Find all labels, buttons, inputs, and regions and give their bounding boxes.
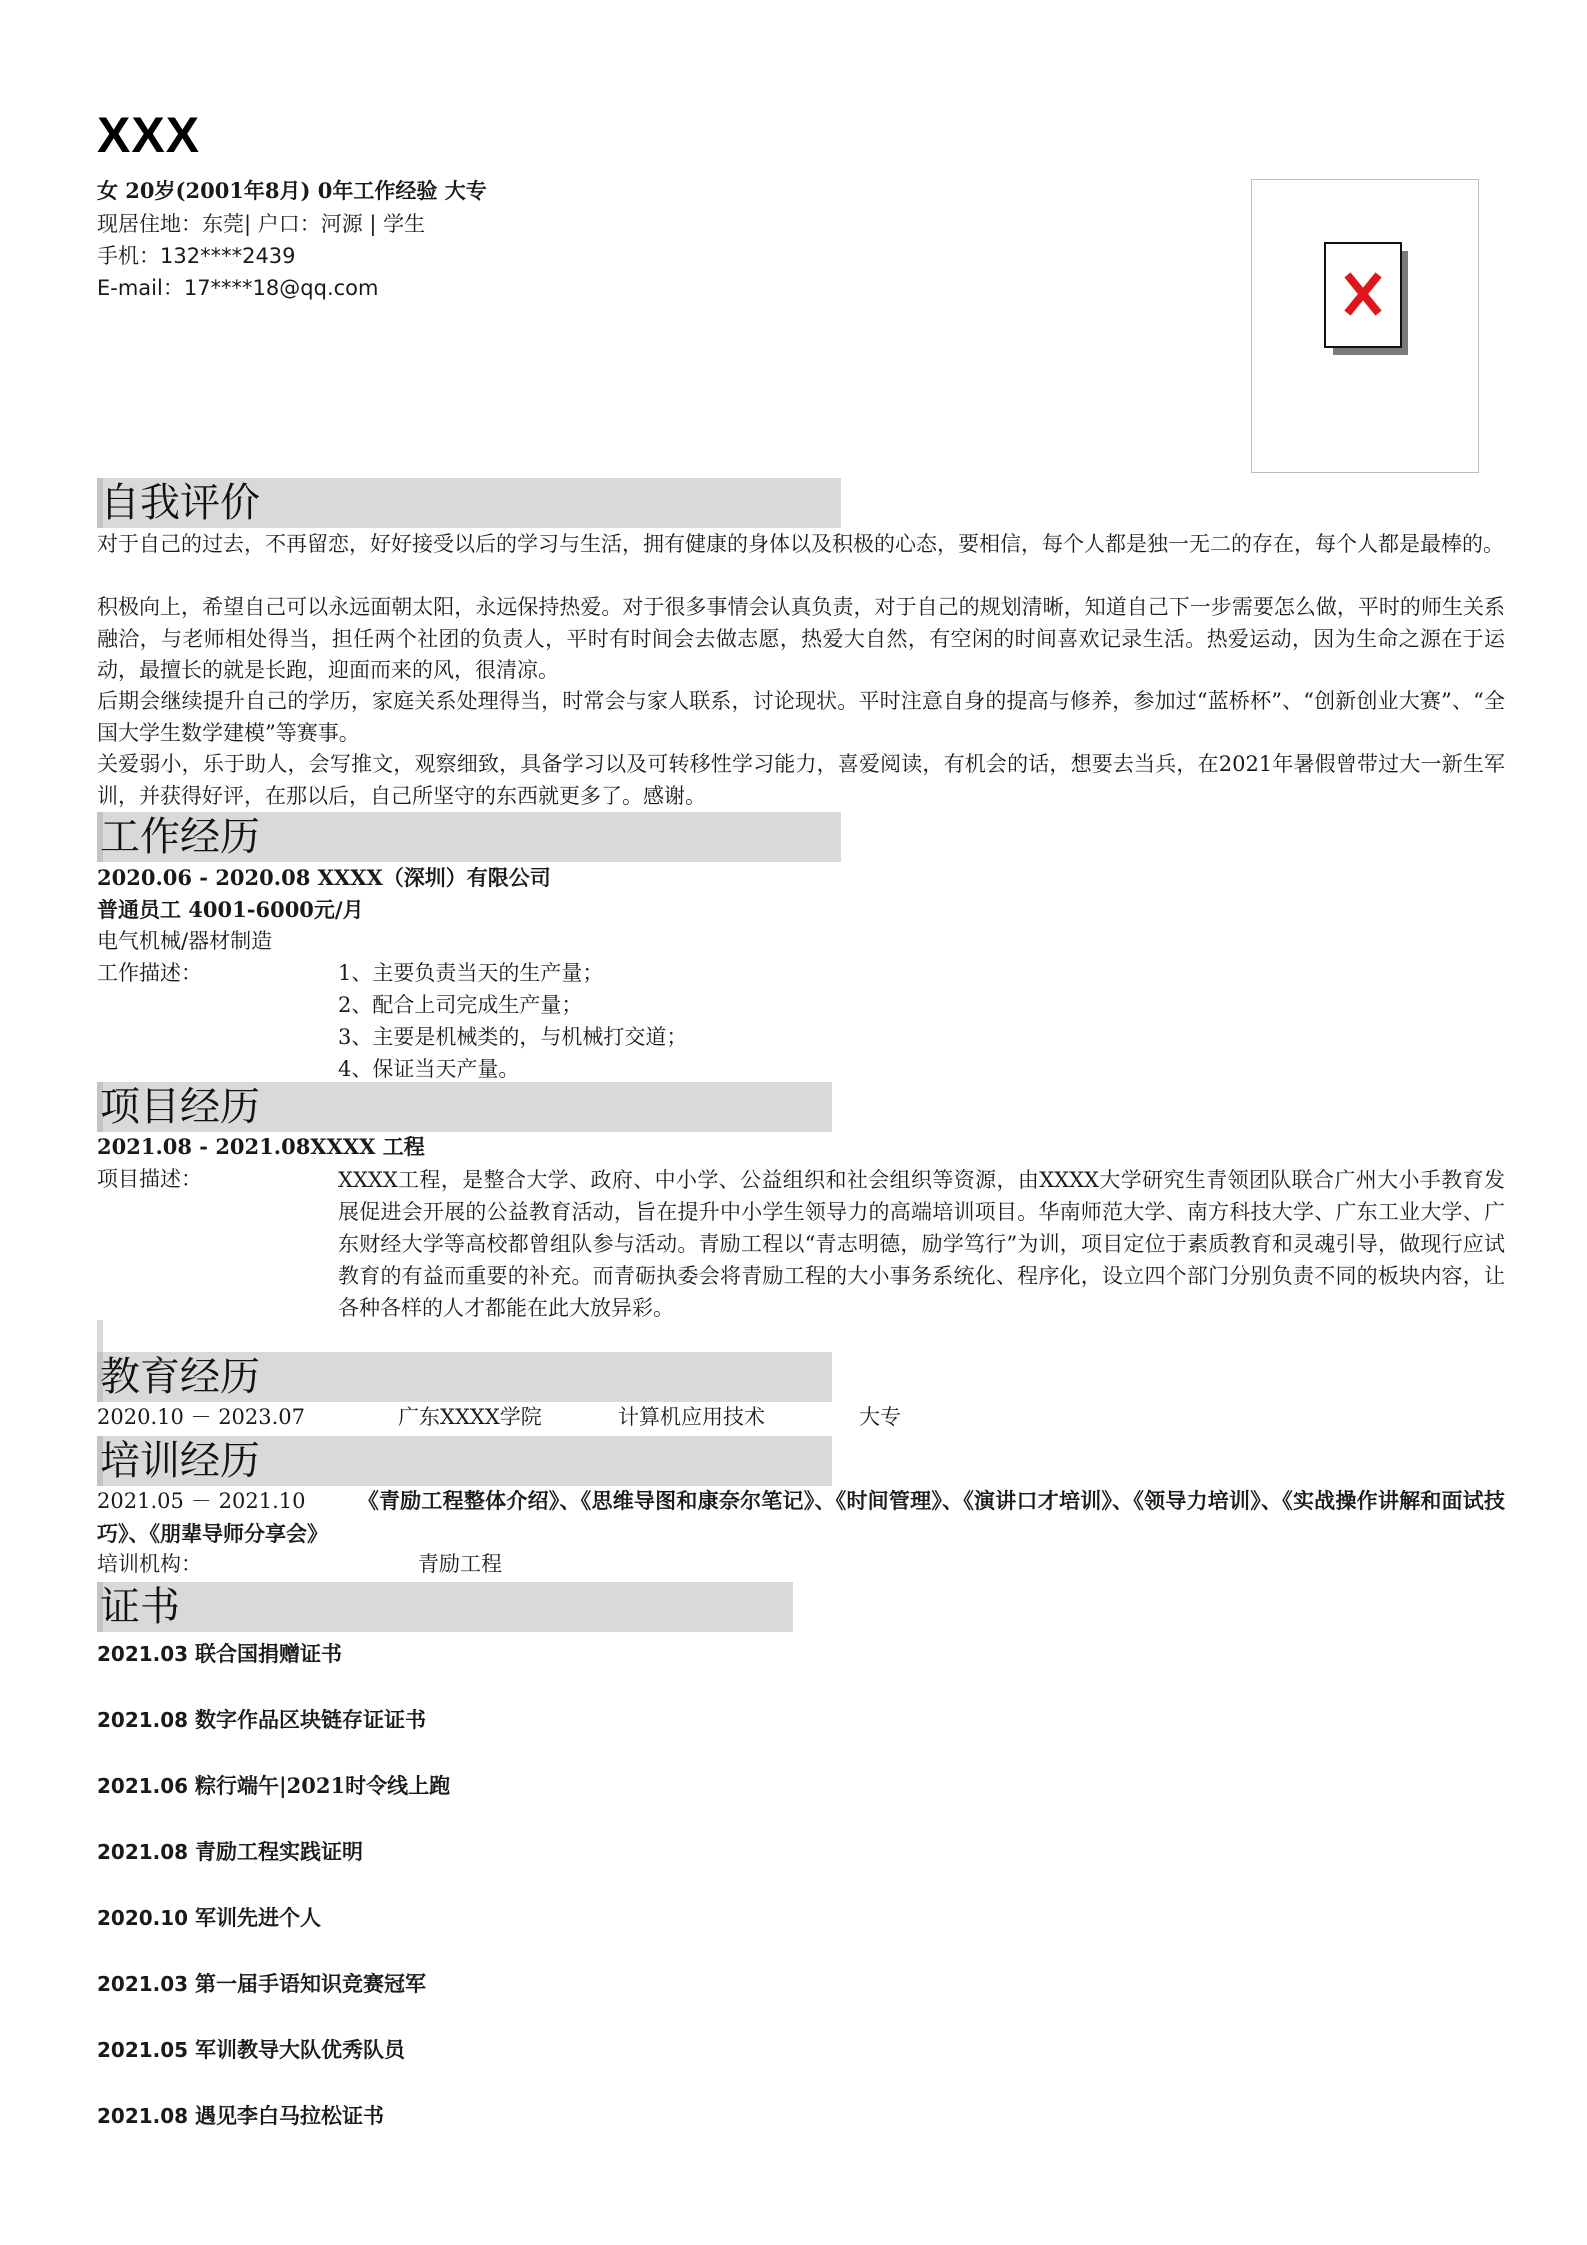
certificate-item	[97, 1638, 342, 1668]
phone-info: 手机：132****2439	[97, 244, 296, 268]
certificate-item	[97, 2100, 384, 2130]
project-title: 2021.08 - 2021.08XXXX 工程	[97, 1134, 425, 1159]
work-desc-label: 工作描述：	[97, 961, 202, 985]
work-duty-item: 2、配合上司完成生产量；	[338, 993, 583, 1017]
certificate-date: 2021.08	[97, 1708, 189, 1732]
section-header-work	[97, 812, 841, 862]
work-position-salary: 普通员工 4001-6000元/月	[97, 897, 364, 922]
section-title: 培训经历	[100, 1438, 260, 1484]
certificate-item	[97, 1902, 321, 1932]
certificate-item	[97, 1836, 363, 1866]
project-description: XXXX工程，是整合大学、政府、中小学、公益组织和社会组织等资源，由XXXX大学研究生青领团队联合广州大小手教育发展促进会开展的公益教育活动，旨在提升中小学生领导力的高端培训项目。华南师范大学、南方科技大学、广东工业大学、广东财经大学等高校都曾组队参与活动。青励工程以“青志明德，励学笃行”为训，项目定位于素质教育和灵魂引导，做现行应试教育的有益而重要的补充。而青砺执委会将青励工程的大小事务系统化、程序化，设立四个部门分别负责不同的板块内容，让各种各样的人才都能在此大放异彩。	[338, 1168, 1505, 1320]
training-org: 青励工程	[418, 1552, 502, 1576]
section-header-training	[97, 1436, 832, 1486]
self-eval-paragraph: 关爱弱小，乐于助人，会写推文，观察细致，具备学习以及可转移性学习能力，喜爱阅读，有机会的话，想要去当兵，在2021年暑假曾带过大一新生军训，并获得好评，在那以后，自己所坚守的东西就更多了。感谢。	[97, 752, 1505, 808]
section-title: 自我评价	[100, 480, 260, 526]
certificate-date: 2020.10	[97, 1906, 189, 1930]
section-title: 教育经历	[100, 1354, 260, 1400]
certificate-item	[97, 2034, 405, 2064]
education-period: 2020.10 － 2023.07	[97, 1405, 306, 1429]
training-period: 2021.05 － 2021.10	[97, 1489, 306, 1513]
section-header-education	[97, 1352, 832, 1402]
section-header-certificates	[97, 1582, 793, 1632]
self-eval-paragraph: 对于自己的过去，不再留恋，好好接受以后的学习与生活，拥有健康的身体以及积极的心态，要相信，每个人都是独一无二的存在，每个人都是最棒的。	[97, 532, 1504, 556]
work-period-company: 2020.06 - 2020.08 XXXX（深圳）有限公司	[97, 865, 551, 890]
self-eval-paragraph: 后期会继续提升自己的学历，家庭关系处理得当，时常会与家人联系，讨论现状。平时注意自身的提高与修养，参加过“蓝桥杯”、“创新创业大赛”、“全国大学生数学建模”等赛事。	[97, 689, 1505, 745]
section-title: 证书	[100, 1584, 180, 1630]
basic-info: 女 20岁(2001年8月) 0年工作经验 大专	[97, 178, 487, 203]
section-header-project	[97, 1082, 832, 1132]
work-duty-item: 1、主要负责当天的生产量；	[338, 961, 604, 985]
certificate-date: 2021.03	[97, 1642, 189, 1666]
project-desc-label: 项目描述：	[97, 1167, 202, 1191]
certificate-name: 数字作品区块链存证证书	[195, 1707, 426, 1732]
residence-info: 现居住地：东莞| 户口：河源 | 学生	[97, 212, 426, 236]
certificate-item	[97, 1968, 426, 1998]
certificate-name: 遇见李白马拉松证书	[195, 2103, 384, 2128]
certificate-name: 军训先进个人	[195, 1905, 321, 1930]
training-courses: 《青励工程整体介绍》、《思维导图和康奈尔笔记》、《时间管理》、《演讲口才培训》、《领导力培训》、《实战操作讲解和面试技巧》、《朋辈导师分享会》	[97, 1488, 1506, 1546]
training-org-label: 培训机构：	[97, 1552, 202, 1576]
certificate-date: 2021.05	[97, 2038, 189, 2062]
certificate-date: 2021.08	[97, 1840, 189, 1864]
education-degree: 大专	[859, 1405, 901, 1429]
education-major: 计算机应用技术	[618, 1405, 765, 1429]
certificate-item	[97, 1770, 450, 1800]
certificate-name: 青励工程实践证明	[195, 1839, 363, 1864]
profile-photo	[1251, 179, 1479, 473]
section-title: 工作经历	[100, 814, 260, 860]
training-line	[97, 1485, 1505, 1550]
certificate-date: 2021.06	[97, 1774, 189, 1798]
candidate-name: XXX	[97, 107, 201, 163]
self-eval-paragraph: 积极向上，希望自己可以永远面朝太阳，永远保持热爱。对于很多事情会认真负责，对于自己的规划清晰，知道自己下一步需要怎么做，平时的师生关系融洽，与老师相处得当，担任两个社团的负责人，平时有时间会去做志愿，热爱大自然，有空闲的时间喜欢记录生活。热爱运动，因为生命之源在于运动，最擅长的就是长跑，迎面而来的风，很清凉。	[97, 595, 1505, 682]
certificate-date: 2021.08	[97, 2104, 189, 2128]
email-info: E-mail：17****18@qq.com	[97, 276, 379, 300]
divider-mark	[97, 1320, 103, 1354]
broken-image-icon	[1324, 242, 1408, 355]
section-header-self-evaluation	[97, 478, 841, 528]
certificate-name: 军训教导大队优秀队员	[195, 2037, 405, 2062]
work-duty-item: 3、主要是机械类的，与机械打交道；	[338, 1025, 688, 1049]
certificate-date: 2021.03	[97, 1972, 189, 1996]
section-title: 项目经历	[100, 1084, 260, 1130]
education-school: 广东XXXX学院	[398, 1405, 542, 1429]
work-duty-item: 4、保证当天产量。	[338, 1057, 520, 1081]
certificate-name: 联合国捐赠证书	[195, 1641, 342, 1666]
certificate-item	[97, 1704, 426, 1734]
work-industry: 电气机械/器材制造	[97, 929, 273, 953]
certificate-name: 粽行端午|2021时令线上跑	[195, 1773, 451, 1798]
certificate-name: 第一届手语知识竞赛冠军	[195, 1971, 426, 1996]
